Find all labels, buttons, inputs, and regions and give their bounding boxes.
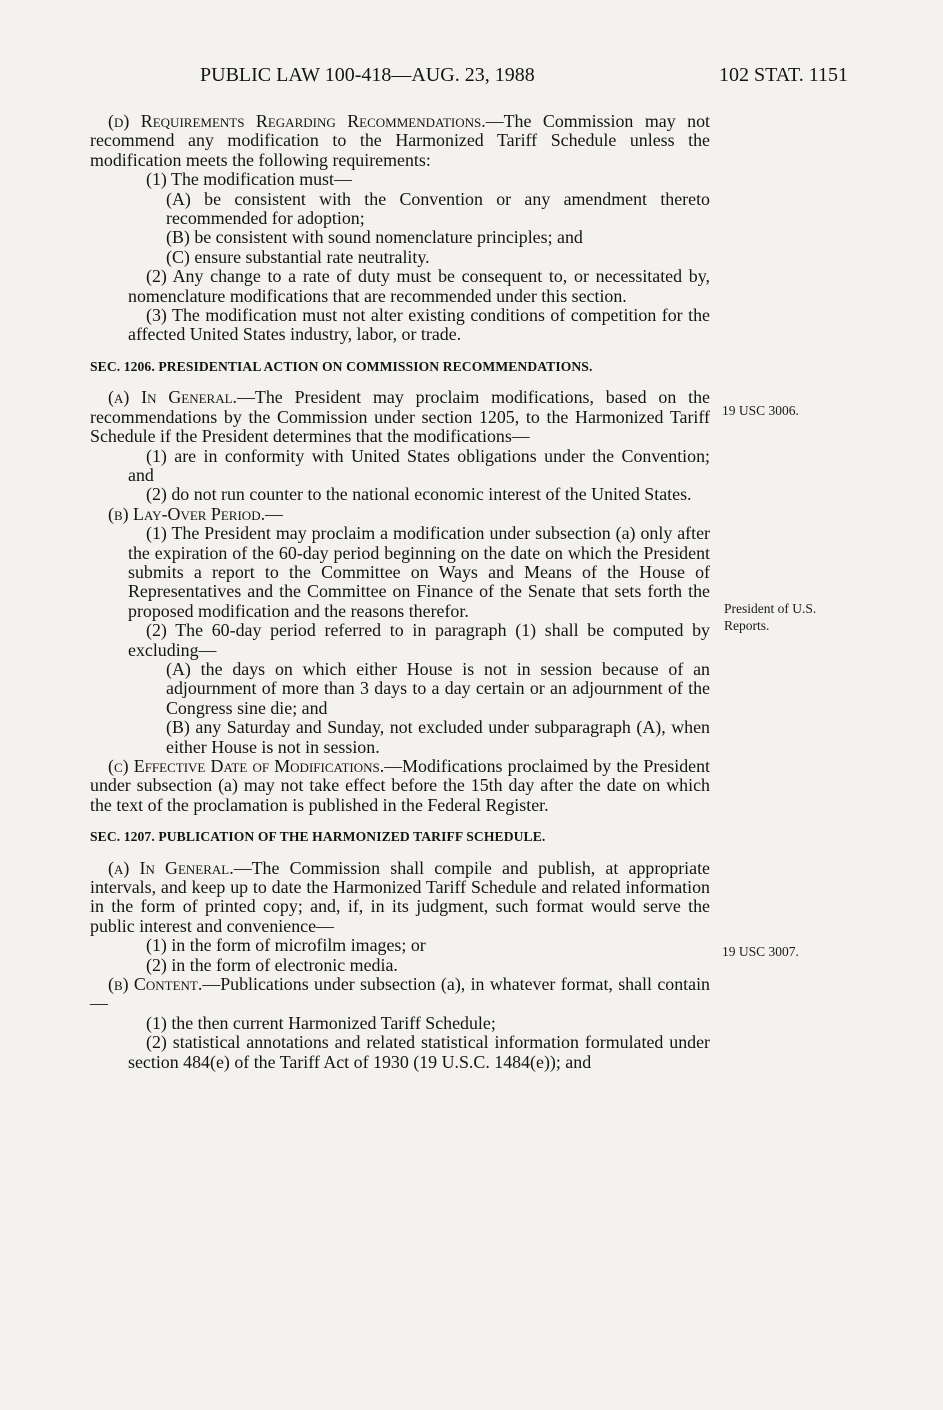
paragraph-1206a: (a) In General.—The President may proclaim modifications, based on the recommendations by the Commission under section 1205, to the Harmonized Tariff Schedule if the President determines that the modifications— bbox=[90, 387, 710, 447]
statute-body bbox=[90, 112, 710, 1072]
paragraph-d: (d) Requirements Regarding Recommendations.—The Commission may not recommend any modification to the Harmonized Tariff Schedule unless the modification meets the following requirements: bbox=[90, 111, 710, 170]
subsection-heading: (b) Content. bbox=[108, 974, 203, 995]
paragraph-1207b2: (2) statistical annotations and related statistical information formulated under section 484(e) of the Tariff Act of 1930 (19 U.S.C. 1484(e)); and bbox=[128, 1032, 710, 1072]
paragraph-1207b1: (1) the then current Harmonized Tariff Schedule; bbox=[146, 1012, 496, 1033]
paragraph-1207a: (a) In General.—The Commission shall compile and publish, at appropriate intervals, and keep up to date the Harmonized Tariff Schedule and related information in the form of printed copy; and, if, in its judgment, such format would serve the public interest and convenience— bbox=[90, 857, 710, 936]
paragraph-1206b2: (2) The 60-day period referred to in paragraph (1) shall be computed by excluding— bbox=[128, 620, 710, 660]
margin-note-line: Reports. bbox=[724, 618, 770, 633]
section-1207-heading: SEC. 1207. PUBLICATION OF THE HARMONIZED TARIFF SCHEDULE. bbox=[90, 829, 546, 845]
paragraph-1206b2B: (B) any Saturday and Sunday, not excluded under subparagraph (A), when either House is not in session. bbox=[166, 717, 710, 757]
margin-note-line: President of U.S. bbox=[724, 601, 817, 616]
subsection-heading: (b) Lay-Over Period.— bbox=[108, 503, 283, 524]
paragraph-d1B: (B) be consistent with sound nomenclature principles; and bbox=[166, 227, 583, 248]
paragraph-1207b: (b) Content.—Publications under subsection (a), in whatever format, shall contain— bbox=[90, 974, 710, 1014]
header-title: PUBLIC LAW 100-418—AUG. 23, 1988 bbox=[200, 64, 535, 86]
paragraph-1207a1: (1) in the form of microfilm images; or bbox=[146, 935, 426, 956]
header-stat-page: 102 STAT. 1151 bbox=[719, 64, 848, 86]
paragraph-1206a1: (1) are in conformity with United States obligations under the Convention; and bbox=[128, 445, 710, 485]
paragraph-1206c: (c) Effective Date of Modifications.—Modifications proclaimed by the President under subsection (a) may not take effect before the 15th day after the date on which the text of the proclamation is published in the Federal Register. bbox=[90, 756, 710, 815]
subsection-heading: (a) In General. bbox=[108, 387, 238, 408]
paragraph-1206b1: (1) The President may proclaim a modification under subsection (a) only after the expiration of the 60-day period beginning on the date on which the President submits a report to the Committee on Ways and Means of the House of Representatives and the Committee on Finance of the Senate that sets forth the proposed modification and the reasons therefor. bbox=[128, 523, 710, 621]
paragraph-d2: (2) Any change to a rate of duty must be consequent to, or necessitated by, nomenclature modifications that are recommended under this section. bbox=[128, 266, 710, 306]
subsection-heading: (d) Requirements Regarding Recommendations. bbox=[108, 111, 486, 131]
subsection-heading: (a) In General. bbox=[108, 857, 234, 878]
paragraph-d1A: (A) be consistent with the Convention or any amendment thereto recommended for adoption; bbox=[166, 188, 710, 229]
paragraph-1206b bbox=[90, 505, 710, 524]
paragraph-1206b2A: (A) the days on which either House is not in session because of an adjournment of more than 3 days to a day certain or an adjournment of the Congress sine die; and bbox=[166, 658, 710, 718]
margin-note-president-reports bbox=[724, 600, 816, 634]
paragraph-1207a2: (2) in the form of electronic media. bbox=[146, 954, 398, 975]
subsection-heading: (c) Effective Date of Modifications. bbox=[108, 756, 385, 776]
paragraph-d1: (1) The modification must— bbox=[146, 169, 352, 190]
running-header bbox=[90, 64, 850, 90]
margin-note-usc-3007: 19 USC 3007. bbox=[722, 944, 799, 959]
section-1206-heading: SEC. 1206. PRESIDENTIAL ACTION ON COMMISSION RECOMMENDATIONS. bbox=[90, 358, 593, 374]
paragraph-d3: (3) The modification must not alter existing conditions of competition for the affected United States industry, labor, or trade. bbox=[128, 305, 710, 345]
margin-note-usc-3006: 19 USC 3006. bbox=[722, 403, 799, 418]
paragraph-1206a2: (2) do not run counter to the national economic interest of the United States. bbox=[146, 484, 692, 505]
paragraph-d1C: (C) ensure substantial rate neutrality. bbox=[166, 246, 430, 267]
